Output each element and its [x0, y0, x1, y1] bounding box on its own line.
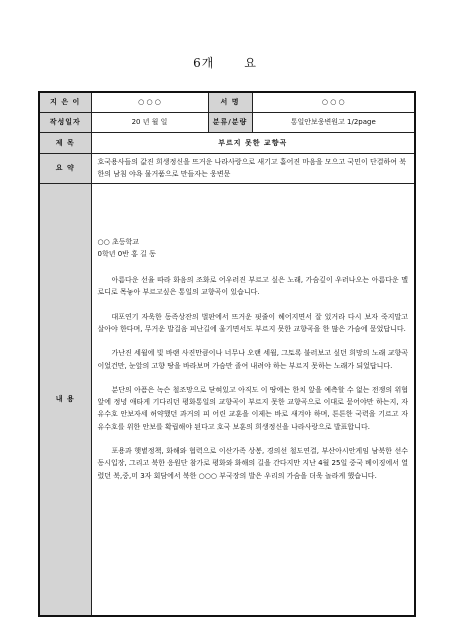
subject-label: 제 목 [39, 132, 91, 153]
content-label: 내 용 [39, 183, 91, 616]
document-title [0, 54, 450, 71]
reviewer-value: ○ ○ ○ [252, 92, 415, 112]
composition-form-table [38, 91, 416, 617]
paragraph: 아름다운 선율 따라 화음의 조화로 어우러진 부르고 싶은 노래, 가슴깊이 우러나오는 아름다운 멜로디로 목놓아 부르고싶은 통일의 교향곡이 있습니다. [97, 276, 408, 297]
author-label: 지 은 이 [39, 92, 91, 112]
category-value: 통일안보웅변원고 1/2page [252, 112, 415, 132]
paragraph: 가난진 세월에 빛 바랜 사진만큼이나 너무나 오랜 세월, 그토록 불러보고 싶던 희망의 노래 교향곡이었건만, 눈앞의 고향 땅을 바라보며 가슴만 졸여 내려야 하는 부르지 못하는 노래가 되었답니다. [97, 349, 408, 370]
school-name: ○○ 초등학교 [97, 237, 139, 246]
paragraph: 분단의 아픔은 녹슨 철조망으로 닫혀있고 아직도 이 땅에는 한치 앞을 예측할 수 없는 전쟁의 위협 앞에 정녕 애타게 기다리던 평화통일의 교향곡이 부르지 못한 교향곡으로 이대로 묻어야만 하는지, 자유수호 안보자세 허약했던 과거의 피 어린 교훈을 이제는 바로 새겨야 하며, 튼튼한 국력을 기르고 자유수호를 위한 안보를 확립해야 된다고 호국 보훈의 희생정신을 나라사랑으로 발표합니다. [97, 385, 408, 431]
student-name: 0학년 0반 홍 길 동 [97, 249, 156, 258]
date-value: 20 년 월 일 [91, 112, 208, 132]
summary-text: 호국용사들의 값진 희생정신을 뜨거운 나라사랑으로 새기고 흩어진 마음을 모으고 국민이 단결하여 북한의 남침 야욕 물거품으로 만들자는 웅변문 [91, 153, 415, 183]
document-title-main: 6개 [193, 56, 215, 70]
author-value: ○ ○ ○ [91, 92, 208, 112]
content-body [91, 183, 415, 616]
paragraph: 대포연기 자욱한 동족상잔의 벌판에서 뜨거운 핏줄이 헤어지면서 잘 있거라 다시 보자 죽지말고 살아야 한다며, 무거운 발걸음 피난길에 울기면서도 부르지 못한 교향곡을 한 많은 가슴에 묻었답니다. [97, 312, 408, 333]
date-label: 작성일자 [39, 112, 91, 132]
paragraph: 포용과 햇볕정책, 화해와 협력으로 이산가족 상봉, 경의선 철도연결, 부산아시안게임 남북한 선수 동시입장, 그리고 북한 응원단 참가로 평화와 화해의 길을 간다지만 지난 4월 25일 중국 베이징에서 열렸던 북,중,미 3자 회담에서 북한 ○○○ 부국장의 발은 우리의 가슴을 더욱 놀라게 했습니다. [97, 447, 408, 480]
category-label: 분류/분량 [208, 112, 252, 132]
summary-label: 요 약 [39, 153, 91, 183]
reviewer-label: 서 명 [208, 92, 252, 112]
subject-value: 부르지 못한 교향곡 [91, 132, 415, 153]
document-title-sub: 요 [244, 56, 257, 70]
